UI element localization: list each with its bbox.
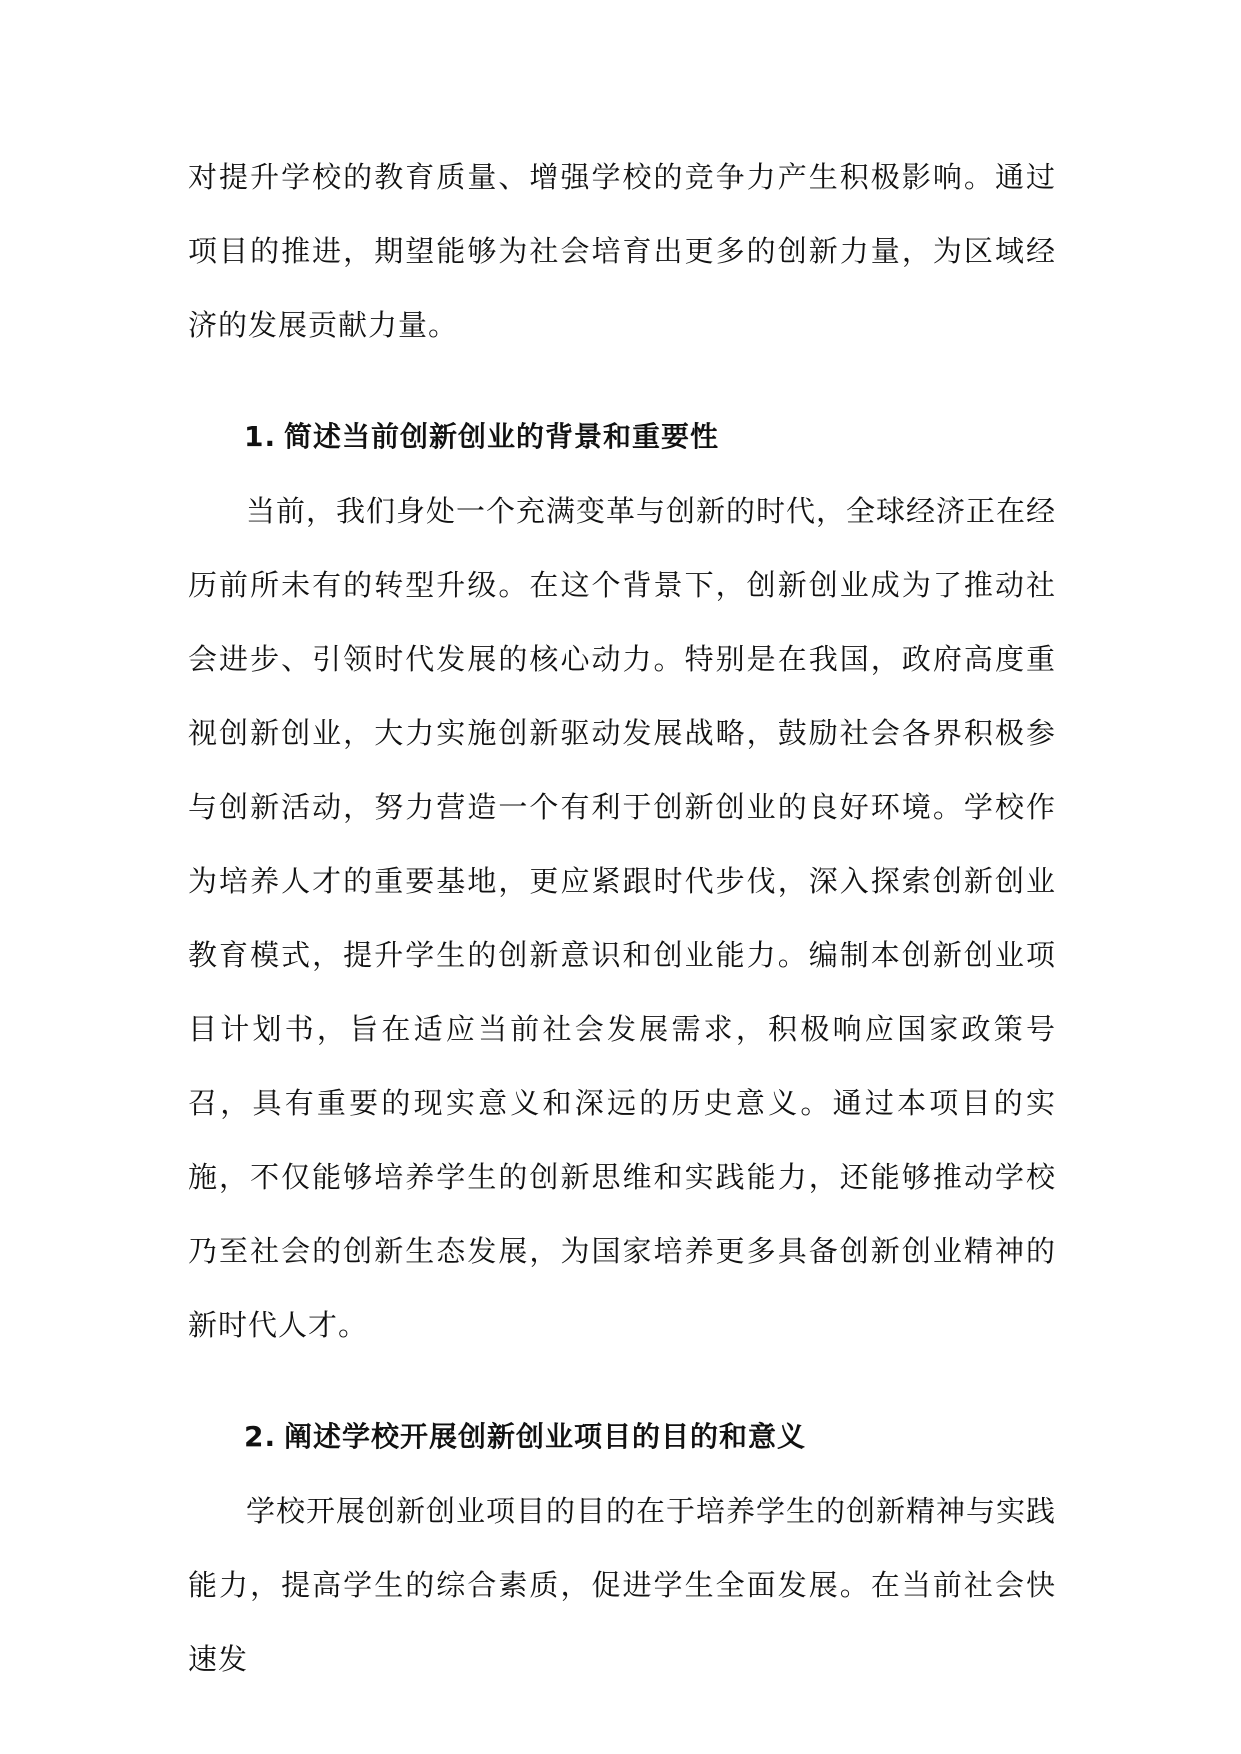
section-heading-2	[188, 1400, 1056, 1474]
section-title: 阐述学校开展创新创业项目的目的和意义	[284, 1420, 807, 1453]
section-heading-1	[188, 400, 1056, 474]
paragraph-intro-continuation: 对提升学校的教育质量、增强学校的竞争力产生积极影响。通过项目的推进，期望能够为社会培育出更多的创新力量，为区域经济的发展贡献力量。	[188, 160, 1056, 342]
section-title: 简述当前创新创业的背景和重要性	[284, 420, 720, 453]
section-number: 1.	[244, 420, 277, 453]
document-body	[188, 140, 1056, 1696]
paragraph-section-1: 当前，我们身处一个充满变革与创新的时代，全球经济正在经历前所未有的转型升级。在这个背景下，创新创业成为了推动社会进步、引领时代发展的核心动力。特别是在我国，政府高度重视创新创业，大力实施创新驱动发展战略，鼓励社会各界积极参与创新活动，努力营造一个有利于创新创业的良好环境。学校作为培养人才的重要基地，更应紧跟时代步伐，深入探索创新创业教育模式，提升学生的创新意识和创业能力。编制本创新创业项目计划书，旨在适应当前社会发展需求，积极响应国家政策号召，具有重要的现实意义和深远的历史意义。通过本项目的实施，不仅能够培养学生的创新思维和实践能力，还能够推动学校乃至社会的创新生态发展，为国家培养更多具备创新创业精神的新时代人才。	[188, 494, 1057, 1342]
section-number: 2.	[244, 1420, 277, 1453]
paragraph-section-2: 学校开展创新创业项目的目的在于培养学生的创新精神与实践能力，提高学生的综合素质，促进学生全面发展。在当前社会快速发	[188, 1494, 1057, 1676]
